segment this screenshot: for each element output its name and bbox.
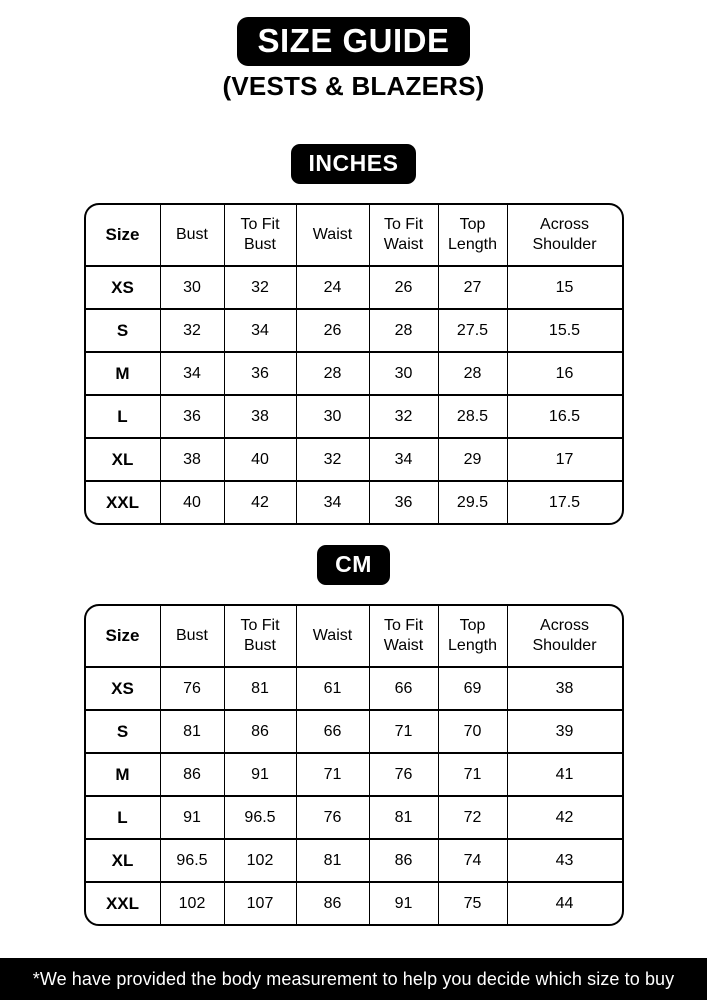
column-header: Waist xyxy=(296,606,369,666)
value-cell: 91 xyxy=(369,881,438,924)
header xyxy=(0,0,707,102)
value-cell: 74 xyxy=(438,838,507,881)
value-cell: 17.5 xyxy=(507,480,622,523)
size-cell: XL xyxy=(86,437,160,480)
value-cell: 15.5 xyxy=(507,308,622,351)
column-header: To Fit Bust xyxy=(224,606,296,666)
value-cell: 34 xyxy=(224,308,296,351)
value-cell: 36 xyxy=(224,351,296,394)
cm-size-table xyxy=(84,604,624,926)
value-cell: 66 xyxy=(369,666,438,709)
value-cell: 27.5 xyxy=(438,308,507,351)
table-row xyxy=(86,666,622,709)
value-cell: 71 xyxy=(296,752,369,795)
value-cell: 107 xyxy=(224,881,296,924)
value-cell: 75 xyxy=(438,881,507,924)
size-cell: XXL xyxy=(86,881,160,924)
header-row xyxy=(86,606,622,666)
value-cell: 30 xyxy=(160,265,224,308)
column-header: Across Shoulder xyxy=(507,606,622,666)
page-title: SIZE GUIDE xyxy=(237,17,469,66)
size-cell: XL xyxy=(86,838,160,881)
value-cell: 32 xyxy=(296,437,369,480)
column-header: To Fit Waist xyxy=(369,606,438,666)
column-header: Size xyxy=(105,626,140,646)
table-row xyxy=(86,351,622,394)
value-cell: 32 xyxy=(369,394,438,437)
value-cell: 76 xyxy=(296,795,369,838)
column-header: Size xyxy=(105,225,140,245)
value-cell: 69 xyxy=(438,666,507,709)
table-row xyxy=(86,752,622,795)
value-cell: 42 xyxy=(507,795,622,838)
value-cell: 28.5 xyxy=(438,394,507,437)
table-row xyxy=(86,265,622,308)
size-cell: S xyxy=(86,709,160,752)
value-cell: 28 xyxy=(296,351,369,394)
value-cell: 28 xyxy=(369,308,438,351)
column-header: To Fit Bust xyxy=(224,205,296,265)
value-cell: 61 xyxy=(296,666,369,709)
size-cell: M xyxy=(86,752,160,795)
value-cell: 71 xyxy=(369,709,438,752)
value-cell: 26 xyxy=(296,308,369,351)
value-cell: 16 xyxy=(507,351,622,394)
table-row xyxy=(86,394,622,437)
table-row xyxy=(86,709,622,752)
value-cell: 40 xyxy=(224,437,296,480)
cm-label: CM xyxy=(317,545,390,585)
value-cell: 24 xyxy=(296,265,369,308)
size-cell: L xyxy=(86,795,160,838)
value-cell: 15 xyxy=(507,265,622,308)
value-cell: 102 xyxy=(224,838,296,881)
cm-table-wrap xyxy=(0,604,707,926)
value-cell: 34 xyxy=(369,437,438,480)
column-header: Bust xyxy=(160,205,224,265)
table-row xyxy=(86,795,622,838)
value-cell: 86 xyxy=(160,752,224,795)
table-row xyxy=(86,881,622,924)
value-cell: 27 xyxy=(438,265,507,308)
value-cell: 44 xyxy=(507,881,622,924)
size-cell: XXL xyxy=(86,480,160,523)
value-cell: 102 xyxy=(160,881,224,924)
size-cell: L xyxy=(86,394,160,437)
value-cell: 26 xyxy=(369,265,438,308)
value-cell: 81 xyxy=(369,795,438,838)
table-row xyxy=(86,308,622,351)
value-cell: 70 xyxy=(438,709,507,752)
value-cell: 38 xyxy=(160,437,224,480)
value-cell: 32 xyxy=(160,308,224,351)
cm-section xyxy=(0,545,707,926)
value-cell: 39 xyxy=(507,709,622,752)
header-row xyxy=(86,205,622,265)
value-cell: 72 xyxy=(438,795,507,838)
value-cell: 29 xyxy=(438,437,507,480)
value-cell: 96.5 xyxy=(160,838,224,881)
size-cell: XS xyxy=(86,666,160,709)
value-cell: 91 xyxy=(224,752,296,795)
value-cell: 81 xyxy=(296,838,369,881)
value-cell: 32 xyxy=(224,265,296,308)
value-cell: 28 xyxy=(438,351,507,394)
value-cell: 42 xyxy=(224,480,296,523)
value-cell: 34 xyxy=(160,351,224,394)
value-cell: 86 xyxy=(224,709,296,752)
value-cell: 76 xyxy=(369,752,438,795)
column-header: To Fit Waist xyxy=(369,205,438,265)
inches-table-wrap xyxy=(0,203,707,525)
value-cell: 96.5 xyxy=(224,795,296,838)
column-header: Top Length xyxy=(438,205,507,265)
page-subtitle: (VESTS & BLAZERS) xyxy=(222,71,485,101)
inches-size-table xyxy=(84,203,624,525)
value-cell: 40 xyxy=(160,480,224,523)
column-header: Waist xyxy=(296,205,369,265)
value-cell: 71 xyxy=(438,752,507,795)
value-cell: 66 xyxy=(296,709,369,752)
value-cell: 34 xyxy=(296,480,369,523)
table-row xyxy=(86,838,622,881)
inches-label: INCHES xyxy=(291,144,417,184)
value-cell: 29.5 xyxy=(438,480,507,523)
value-cell: 30 xyxy=(296,394,369,437)
table-row xyxy=(86,437,622,480)
value-cell: 17 xyxy=(507,437,622,480)
value-cell: 91 xyxy=(160,795,224,838)
value-cell: 81 xyxy=(160,709,224,752)
column-header: Bust xyxy=(160,606,224,666)
value-cell: 36 xyxy=(160,394,224,437)
size-cell: XS xyxy=(86,265,160,308)
size-cell: M xyxy=(86,351,160,394)
value-cell: 43 xyxy=(507,838,622,881)
column-header: Across Shoulder xyxy=(507,205,622,265)
size-cell: S xyxy=(86,308,160,351)
value-cell: 16.5 xyxy=(507,394,622,437)
value-cell: 38 xyxy=(224,394,296,437)
footer-note: *We have provided the body measurement to help you decide which size to buy xyxy=(0,958,707,1000)
value-cell: 38 xyxy=(507,666,622,709)
value-cell: 30 xyxy=(369,351,438,394)
inches-section xyxy=(0,144,707,525)
table-row xyxy=(86,480,622,523)
value-cell: 36 xyxy=(369,480,438,523)
value-cell: 86 xyxy=(369,838,438,881)
column-header: Top Length xyxy=(438,606,507,666)
value-cell: 76 xyxy=(160,666,224,709)
value-cell: 81 xyxy=(224,666,296,709)
value-cell: 86 xyxy=(296,881,369,924)
value-cell: 41 xyxy=(507,752,622,795)
